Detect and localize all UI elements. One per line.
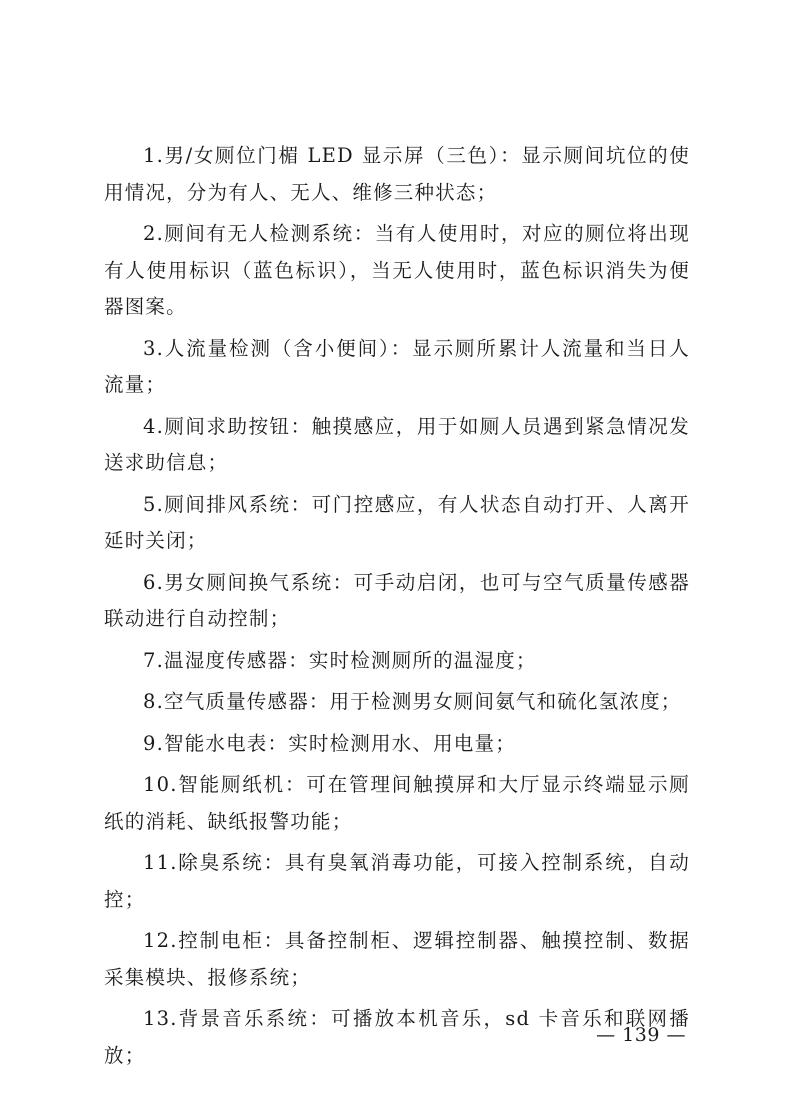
paragraph-8: 8.空气质量传感器：用于检测男女厕间氨气和硫化氢浓度； (143, 690, 682, 713)
paragraph-4: 4.厕间求助按钮：触摸感应，用于如厕人员遇到紧急情况发送求助信息； (104, 414, 690, 474)
document-body (104, 138, 690, 1079)
paragraph-12: 12.控制电柜：具备控制柜、逻辑控制器、触摸控制、数据采集模块、报修系统； (104, 929, 690, 989)
paragraph-10: 10.智能厕纸机：可在管理间触摸屏和大厅显示终端显示厕纸的消耗、缺纸报警功能； (104, 773, 690, 833)
paragraph-7: 7.温湿度传感器：实时检测厕所的温湿度； (143, 648, 537, 672)
paragraph-2: 2.厕间有无人检测系统：当有人使用时，对应的厕位将出现有人使用标识（蓝色标识），当无人使用时，蓝色标识消失为便器图案。 (104, 222, 690, 318)
paragraph-6: 6.男女厕间换气系统：可手动启闭，也可与空气质量传感器联动进行自动控制； (104, 570, 690, 630)
page-number: — 139 — (596, 1024, 686, 1046)
paragraph-3: 3.人流量检测（含小便间）：显示厕所累计人流量和当日人流量； (104, 336, 690, 396)
paragraph-1: 1.男/女厕位门楣 LED 显示屏（三色）：显示厕间坑位的使用情况，分为有人、无人、维修三种状态； (104, 144, 690, 204)
paragraph-5: 5.厕间排风系统：可门控感应，有人状态自动打开、人离开延时关闭； (104, 492, 690, 552)
paragraph-9: 9.智能水电表：实时检测用水、用电量； (143, 731, 516, 755)
paragraph-13: 13.背景音乐系统：可播放本机音乐，sd 卡音乐和联网播放； (104, 1007, 690, 1067)
paragraph-11: 11.除臭系统：具有臭氧消毒功能，可接入控制系统，自动控； (104, 851, 690, 911)
